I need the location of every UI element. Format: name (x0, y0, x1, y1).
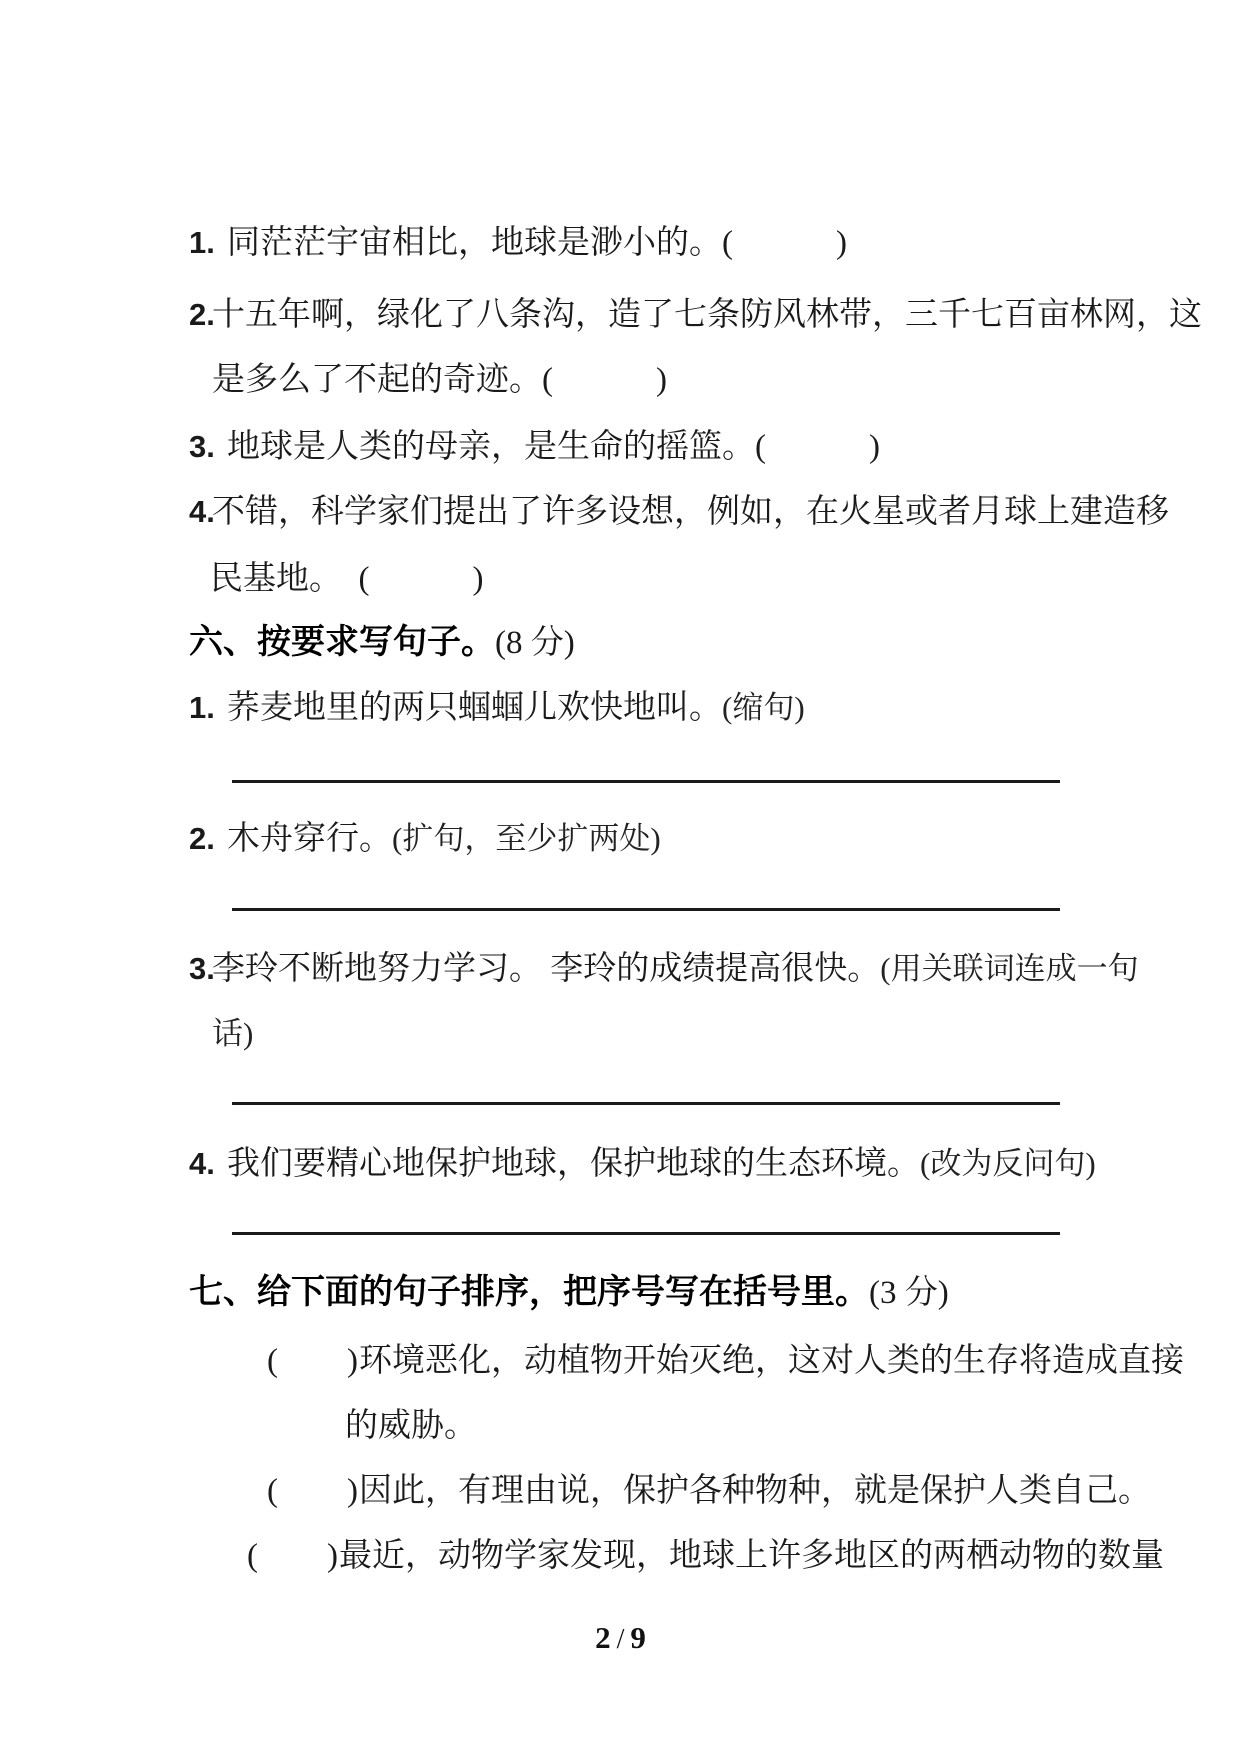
ordering-item-2 (267, 1470, 1151, 1512)
item-text: 民基地。 (210, 561, 359, 597)
judgement-item-2-line-1 (189, 294, 1202, 336)
item-text: 荞麦地里的两只蝈蝈儿欢快地叫。 (227, 690, 722, 726)
writing-line-4 (232, 1232, 1060, 1235)
item-hint: (扩句，至少扩两处) (392, 821, 661, 856)
heading-score: (3 分) (869, 1275, 949, 1311)
ordering-item-1-line-1 (267, 1340, 1184, 1382)
item-hint: (缩句) (722, 690, 805, 725)
item-hint: (用关联词连成一句 (880, 951, 1139, 986)
writing-line-2 (232, 908, 1060, 911)
heading-score: (8 分) (495, 625, 575, 661)
answer-bracket: ( ) (722, 225, 848, 261)
judgement-item-4-line-1 (189, 491, 1169, 533)
item-number: 1. (189, 225, 215, 260)
page-current: 2 (595, 1620, 611, 1655)
item-text: 环境恶化，动植物开始灭绝，这对人类的生存将造成直接 (358, 1343, 1184, 1379)
item-text: 不错，科学家们提出了许多设想，例如，在火星或者月球上建造移 (212, 494, 1169, 530)
item-text: 的威胁。 (345, 1408, 477, 1444)
item-text: 同茫茫宇宙相比，地球是渺小的。 (227, 225, 722, 261)
page-total: 9 (630, 1620, 646, 1655)
item-text: 因此，有理由说，保护各种物种，就是保护人类自己。 (358, 1473, 1151, 1509)
item-number: 3. (189, 951, 215, 986)
judgement-item-4-line-2 (210, 558, 484, 600)
section-six-heading (189, 621, 575, 664)
item-number: 4. (189, 494, 215, 529)
item-text: 最近，动物学家发现，地球上许多地区的两栖动物的数量 (338, 1538, 1164, 1574)
item-hint: 话) (212, 1016, 254, 1051)
answer-bracket: ( ) (542, 362, 668, 398)
sentence-item-1 (189, 687, 805, 729)
page-separator: / (616, 1624, 625, 1655)
item-text: 李玲不断地努力学习。 李玲的成绩提高很快。 (212, 951, 881, 987)
section-seven-heading (189, 1271, 949, 1314)
item-text: 我们要精心地保护地球，保护地球的生态环境。 (227, 1146, 920, 1182)
writing-line-3 (232, 1102, 1060, 1105)
item-text: 地球是人类的母亲，是生命的摇篮。 (227, 429, 755, 465)
order-bracket: ( ) (267, 1473, 359, 1509)
heading-text: 七、给下面的句子排序，把序号写在括号里。 (189, 1273, 869, 1311)
writing-line-1 (232, 780, 1060, 783)
item-text: 是多么了不起的奇迹。 (212, 362, 542, 398)
order-bracket: ( ) (247, 1538, 339, 1574)
ordering-item-1-line-2 (345, 1405, 477, 1447)
item-number: 1. (189, 690, 215, 725)
judgement-item-3 (189, 426, 881, 468)
answer-bracket: ( ) (358, 561, 485, 597)
order-bracket: ( ) (267, 1343, 359, 1379)
ordering-item-3 (247, 1535, 1164, 1577)
item-number: 2. (189, 821, 215, 856)
sentence-item-3-line-2 (212, 1013, 253, 1055)
judgement-item-1 (189, 222, 848, 264)
item-text: 木舟穿行。 (227, 821, 392, 857)
page-number (595, 1620, 646, 1656)
item-number: 2. (189, 297, 215, 332)
heading-text: 六、按要求写句子。 (189, 623, 495, 661)
judgement-item-2-line-2 (212, 359, 668, 401)
item-hint: (改为反问句) (920, 1146, 1096, 1181)
sentence-item-3-line-1 (189, 948, 1139, 990)
answer-bracket: ( ) (755, 429, 881, 465)
sentence-item-4 (189, 1143, 1096, 1185)
item-number: 3. (189, 429, 215, 464)
item-number: 4. (189, 1146, 215, 1181)
sentence-item-2 (189, 818, 661, 860)
item-text: 十五年啊，绿化了八条沟，造了七条防风林带，三千七百亩林网，这 (212, 297, 1202, 333)
